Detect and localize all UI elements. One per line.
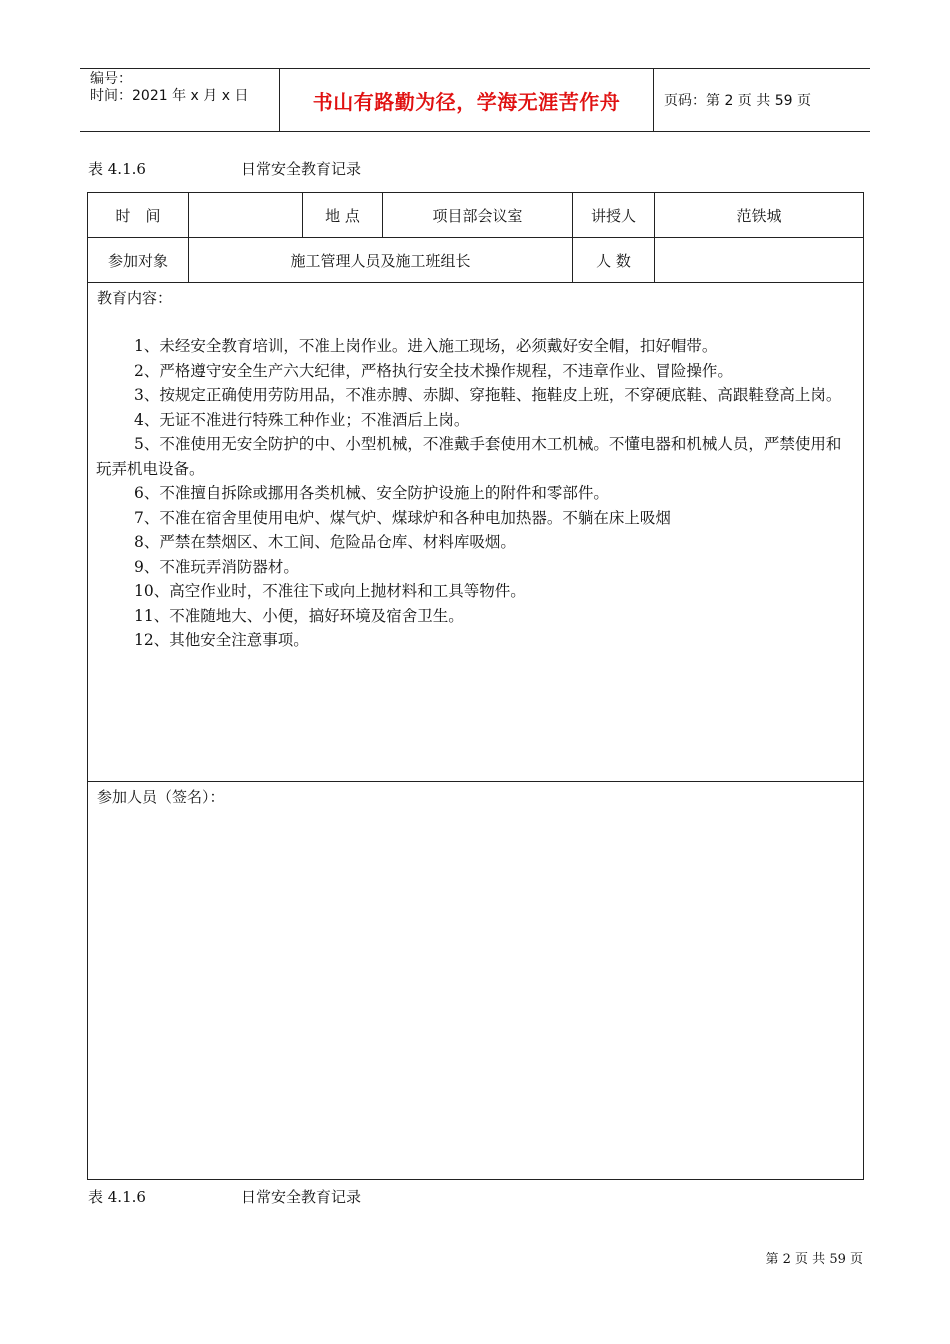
list-item: 11、不准随地大、小便，搞好环境及宿舍卫生。 — [134, 606, 464, 625]
lecturer-value: 范铁城 — [655, 193, 864, 238]
page-header — [80, 68, 870, 132]
list-item: 1、未经安全教育培训，不准上岗作业。进入施工现场，必须戴好安全帽，扣好帽带。 — [134, 337, 718, 355]
header-page-info: 页码：第 2 页 共 59 页 — [664, 93, 811, 109]
count-label: 人 数 — [573, 238, 655, 283]
count-value — [655, 238, 864, 283]
lecturer-label: 讲授人 — [573, 193, 655, 238]
list-item: 7、不准在宿舍里使用电炉、煤气炉、煤球炉和各种电加热器。不躺在床上吸烟 — [134, 508, 671, 527]
list-item: 8、严禁在禁烟区、木工间、危险品仓库、材料库吸烟。 — [134, 533, 516, 551]
header-motto: 书山有路勤为径，学海无涯苦作舟 — [280, 69, 654, 131]
place-label: 地 点 — [303, 193, 383, 238]
list-item: 5、不准使用无安全防护的中、小型机械，不准戴手套使用木工机械。不懂电器和机械人员，严禁使用和玩弄机电设备。 — [96, 435, 842, 478]
education-record-table — [87, 192, 864, 1180]
time-value — [189, 193, 303, 238]
content-items — [96, 334, 845, 653]
page-footer: 第 2 页 共 59 页 — [765, 1252, 863, 1267]
table-row — [88, 238, 864, 283]
table-caption-bottom — [88, 1186, 362, 1207]
number-label: 编号： — [90, 71, 132, 87]
table-title: 日常安全教育记录 — [241, 160, 362, 178]
table-caption-top — [88, 158, 362, 179]
list-item: 12、其他安全注意事项。 — [134, 631, 309, 649]
list-item: 3、按规定正确使用劳防用品，不准赤膊、赤脚、穿拖鞋、拖鞋皮上班，不穿硬底鞋、高跟鞋登高上岗。 — [134, 386, 842, 404]
table-row — [88, 782, 864, 1180]
participants-label: 参加对象 — [88, 238, 189, 283]
table-number: 表 4.1.6 — [88, 160, 146, 178]
table-row — [88, 193, 864, 238]
content-label: 教育内容： — [97, 289, 173, 307]
table-number: 表 4.1.6 — [88, 1188, 146, 1206]
signature-label: 参加人员（签名）： — [97, 788, 225, 806]
education-content-cell — [88, 283, 864, 782]
list-item: 9、不准玩弄消防器材。 — [134, 557, 299, 576]
place-value: 项目部会议室 — [383, 193, 573, 238]
participants-value: 施工管理人员及施工班组长 — [189, 238, 573, 283]
date-line: 时间：2021 年 x 月 x 日 — [90, 88, 249, 104]
list-item: 2、严格遵守安全生产六大纪律，严格执行安全技术操作规程，不违章作业、冒险操作。 — [134, 361, 733, 380]
list-item: 6、不准擅自拆除或挪用各类机械、安全防护设施上的附件和零部件。 — [134, 484, 609, 502]
list-item: 4、无证不准进行特殊工种作业；不准酒后上岗。 — [134, 410, 470, 429]
table-row — [88, 283, 864, 782]
table-title: 日常安全教育记录 — [241, 1188, 362, 1206]
header-meta — [80, 69, 280, 131]
list-item: 10、高空作业时，不准往下或向上抛材料和工具等物件。 — [134, 582, 526, 600]
time-label: 时 间 — [88, 193, 189, 238]
signature-cell[interactable] — [88, 782, 864, 1180]
